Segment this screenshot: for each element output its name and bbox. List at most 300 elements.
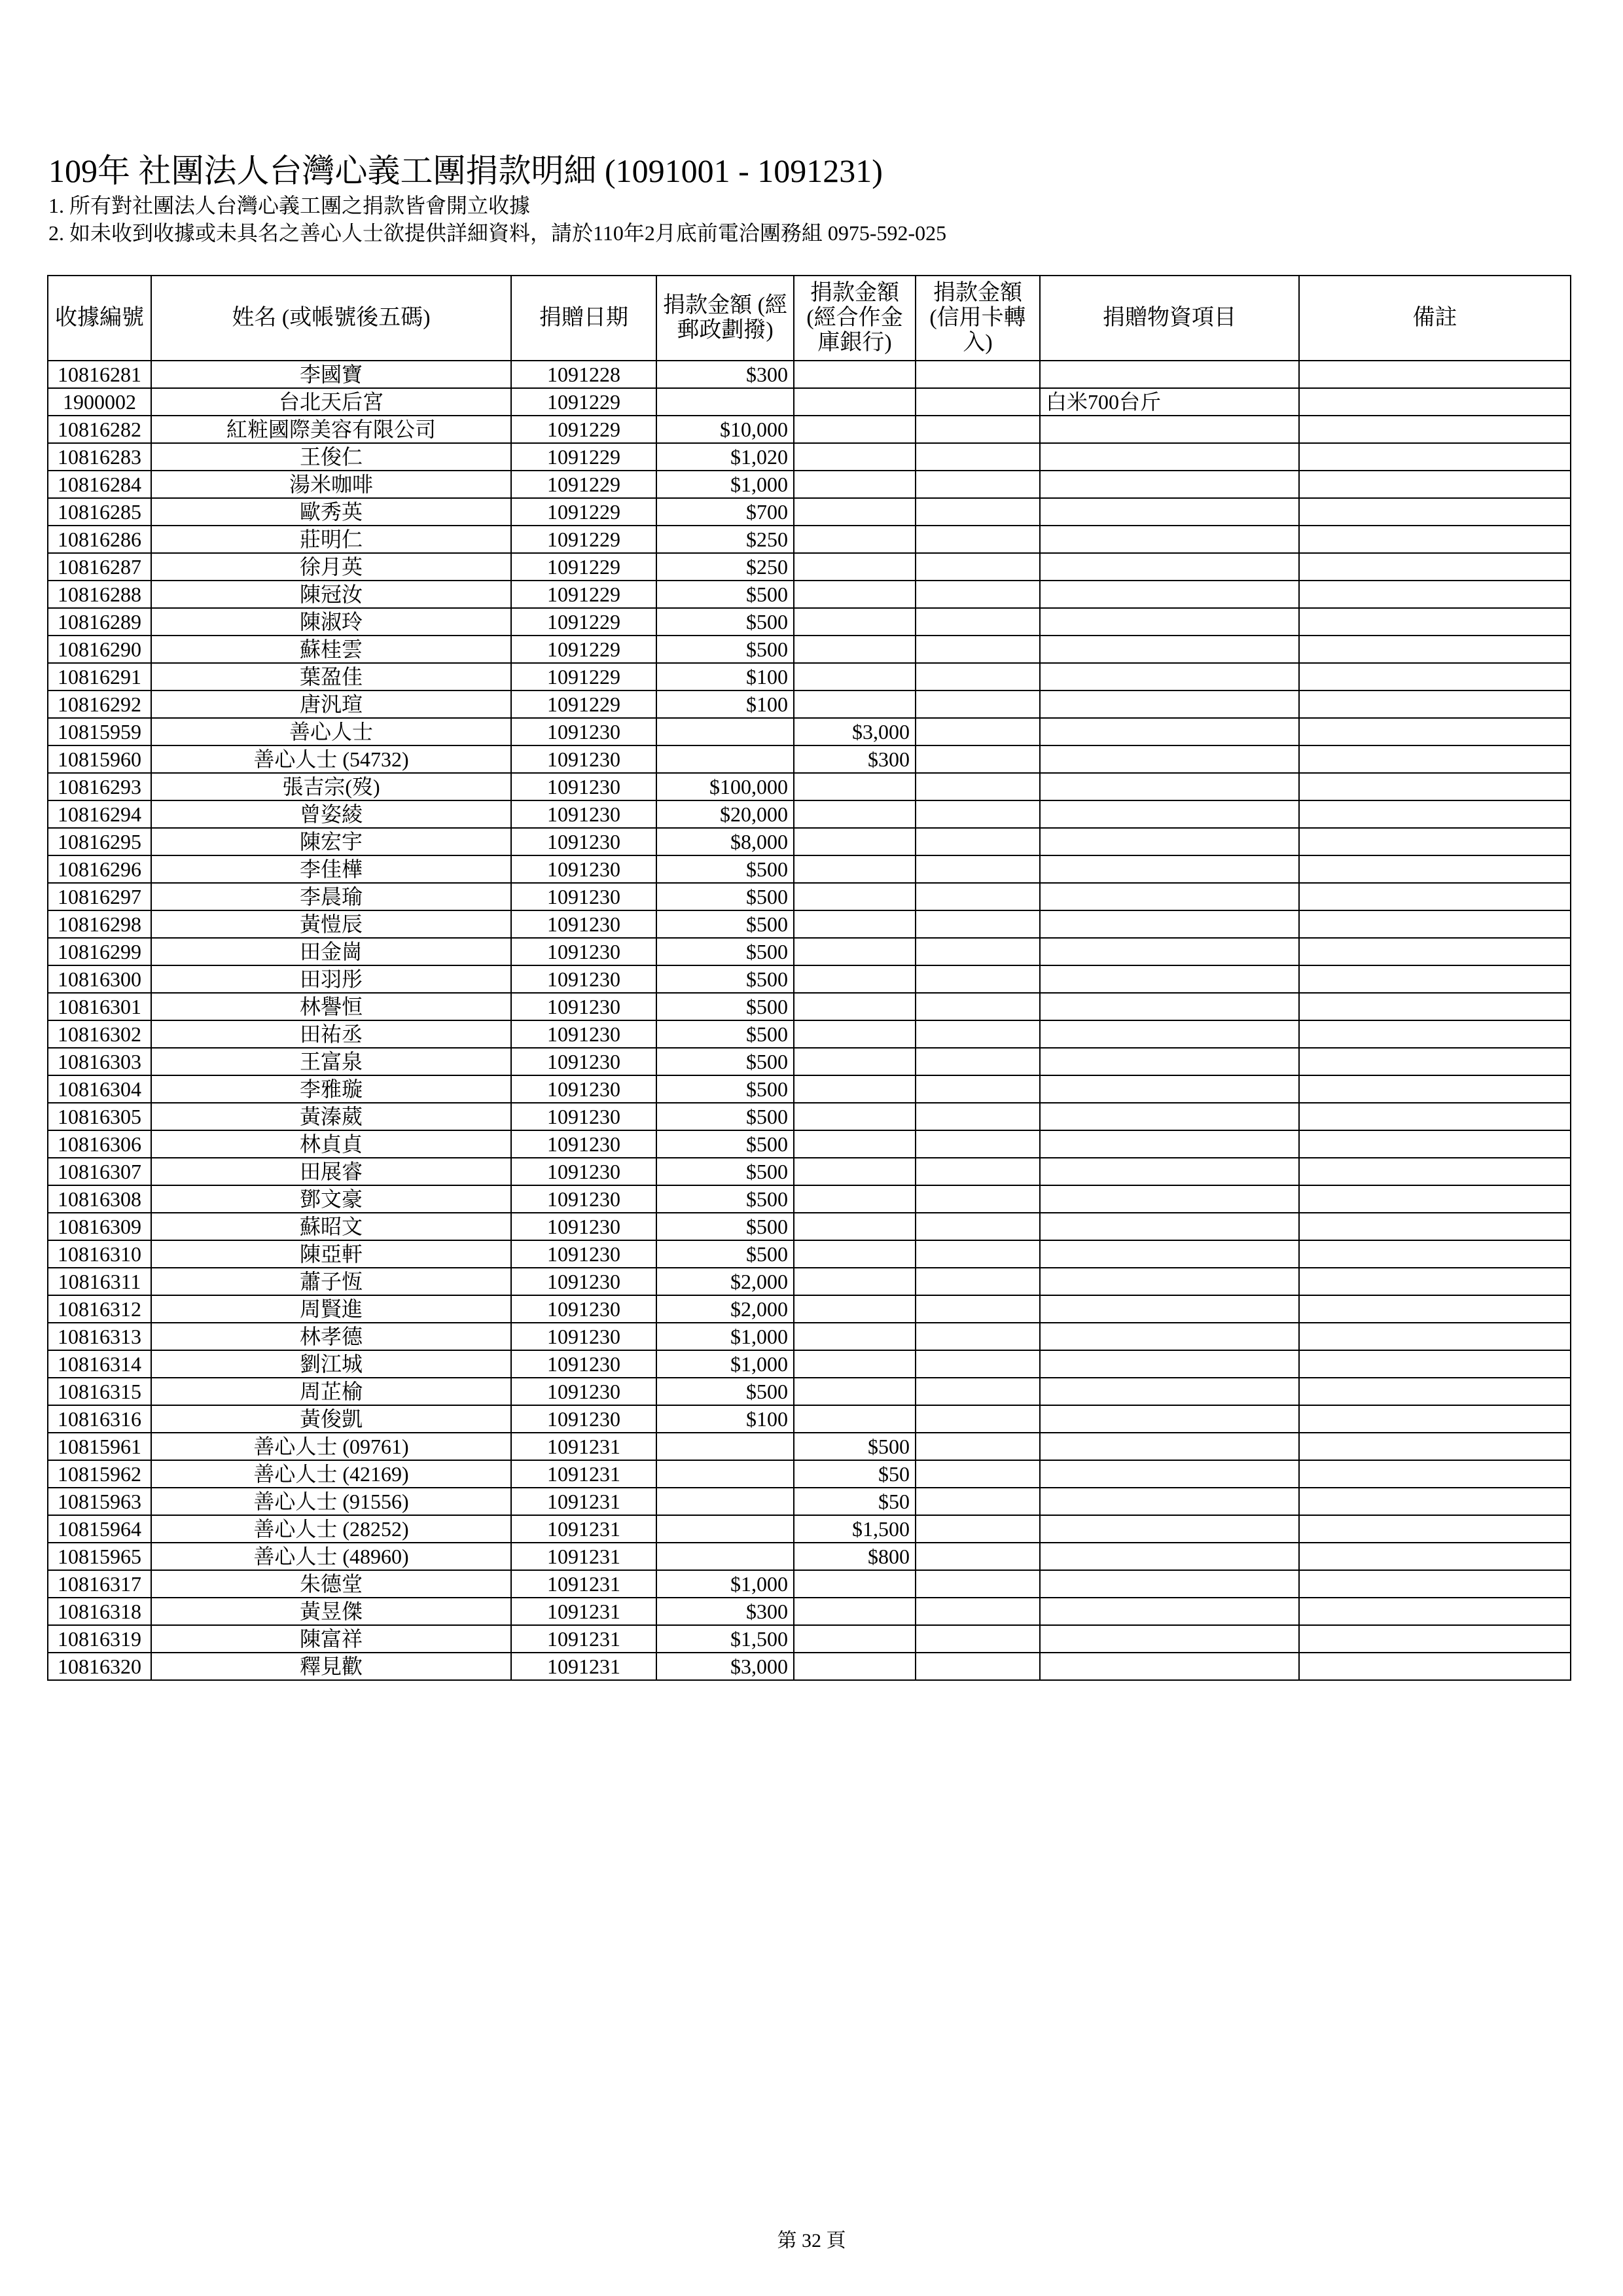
- receipt-no-cell: 10816318: [48, 1598, 151, 1625]
- name-cell: 陳亞軒: [151, 1240, 511, 1268]
- donated-goods-cell: [1040, 1515, 1299, 1543]
- donated-goods-cell: [1040, 1158, 1299, 1185]
- amount-postal-cell: $500: [656, 1075, 794, 1103]
- table-row: [48, 1570, 1571, 1598]
- date-cell: 1091230: [511, 883, 656, 910]
- name-cell: 蘇桂雲: [151, 636, 511, 663]
- donation-table: [47, 275, 1571, 1681]
- amount-credit-card-cell: [916, 1378, 1040, 1405]
- receipt-no-cell: 10816307: [48, 1158, 151, 1185]
- amount-postal-cell: [656, 388, 794, 416]
- amount-bank-cell: $500: [794, 1433, 916, 1460]
- amount-bank-cell: [794, 471, 916, 498]
- name-cell: 劉江城: [151, 1350, 511, 1378]
- amount-credit-card-cell: [916, 1570, 1040, 1598]
- remarks-cell: [1299, 691, 1571, 718]
- date-cell: 1091231: [511, 1570, 656, 1598]
- amount-postal-cell: $500: [656, 608, 794, 636]
- remarks-cell: [1299, 1295, 1571, 1323]
- page-number: 第 32 頁: [777, 2230, 846, 2251]
- page-title: 109年 社團法人台灣心義工團捐款明細 (1091001 - 1091231): [48, 152, 883, 189]
- table-row: [48, 1460, 1571, 1488]
- date-cell: 1091231: [511, 1433, 656, 1460]
- table-body: [48, 361, 1571, 1680]
- amount-credit-card-cell: [916, 993, 1040, 1020]
- table-row: [48, 910, 1571, 938]
- date-cell: 1091230: [511, 1048, 656, 1075]
- donated-goods-cell: [1040, 745, 1299, 773]
- name-cell: 林譽恒: [151, 993, 511, 1020]
- donated-goods-cell: [1040, 773, 1299, 800]
- header-amount-credit-card: 捐款金額 (信用卡轉入): [916, 276, 1040, 361]
- amount-postal-cell: $500: [656, 1185, 794, 1213]
- donated-goods-cell: [1040, 1323, 1299, 1350]
- amount-credit-card-cell: [916, 965, 1040, 993]
- name-cell: 徐月英: [151, 553, 511, 581]
- remarks-cell: [1299, 1488, 1571, 1515]
- remarks-cell: [1299, 1598, 1571, 1625]
- receipt-no-cell: 10816299: [48, 938, 151, 965]
- name-cell: 善心人士 (48960): [151, 1543, 511, 1570]
- amount-bank-cell: [794, 443, 916, 471]
- table-row: [48, 1240, 1571, 1268]
- table-row: [48, 388, 1571, 416]
- table-row: [48, 416, 1571, 443]
- amount-credit-card-cell: [916, 1158, 1040, 1185]
- amount-bank-cell: [794, 883, 916, 910]
- donated-goods-cell: [1040, 1378, 1299, 1405]
- table-row: [48, 663, 1571, 691]
- amount-credit-card-cell: [916, 1515, 1040, 1543]
- name-cell: 善心人士: [151, 718, 511, 745]
- receipt-no-cell: 10815959: [48, 718, 151, 745]
- amount-bank-cell: [794, 1598, 916, 1625]
- date-cell: 1091230: [511, 1020, 656, 1048]
- name-cell: 陳淑玲: [151, 608, 511, 636]
- date-cell: 1091230: [511, 745, 656, 773]
- amount-postal-cell: [656, 1433, 794, 1460]
- date-cell: 1091230: [511, 993, 656, 1020]
- header-name: 姓名 (或帳號後五碼): [151, 276, 511, 361]
- amount-bank-cell: [794, 965, 916, 993]
- amount-postal-cell: $300: [656, 361, 794, 388]
- donated-goods-cell: [1040, 1103, 1299, 1130]
- name-cell: 莊明仁: [151, 526, 511, 553]
- date-cell: 1091228: [511, 361, 656, 388]
- receipt-no-cell: 10816296: [48, 855, 151, 883]
- receipt-no-cell: 10816285: [48, 498, 151, 526]
- amount-bank-cell: [794, 1625, 916, 1653]
- donated-goods-cell: [1040, 608, 1299, 636]
- date-cell: 1091229: [511, 553, 656, 581]
- name-cell: 蕭子恆: [151, 1268, 511, 1295]
- amount-credit-card-cell: [916, 1213, 1040, 1240]
- remarks-cell: [1299, 938, 1571, 965]
- amount-bank-cell: [794, 773, 916, 800]
- amount-credit-card-cell: [916, 1433, 1040, 1460]
- donated-goods-cell: [1040, 1405, 1299, 1433]
- remarks-cell: [1299, 1460, 1571, 1488]
- receipt-no-cell: 10816314: [48, 1350, 151, 1378]
- remarks-cell: [1299, 1213, 1571, 1240]
- receipt-no-cell: 10816293: [48, 773, 151, 800]
- amount-bank-cell: [794, 608, 916, 636]
- donated-goods-cell: [1040, 1433, 1299, 1460]
- table-header-row: [48, 276, 1571, 361]
- receipt-no-cell: 10816283: [48, 443, 151, 471]
- remarks-cell: [1299, 1268, 1571, 1295]
- amount-bank-cell: [794, 1653, 916, 1680]
- amount-credit-card-cell: [916, 1240, 1040, 1268]
- date-cell: 1091230: [511, 855, 656, 883]
- amount-postal-cell: [656, 1543, 794, 1570]
- donated-goods-cell: [1040, 663, 1299, 691]
- receipt-no-cell: 10816294: [48, 800, 151, 828]
- amount-credit-card-cell: [916, 526, 1040, 553]
- date-cell: 1091231: [511, 1625, 656, 1653]
- amount-credit-card-cell: [916, 1130, 1040, 1158]
- amount-credit-card-cell: [916, 910, 1040, 938]
- amount-bank-cell: [794, 1158, 916, 1185]
- table-row: [48, 443, 1571, 471]
- name-cell: 林貞貞: [151, 1130, 511, 1158]
- name-cell: 田祐丞: [151, 1020, 511, 1048]
- amount-postal-cell: $500: [656, 910, 794, 938]
- date-cell: 1091229: [511, 471, 656, 498]
- amount-postal-cell: $500: [656, 1158, 794, 1185]
- date-cell: 1091230: [511, 1323, 656, 1350]
- amount-postal-cell: $1,000: [656, 471, 794, 498]
- table-row: [48, 993, 1571, 1020]
- donated-goods-cell: [1040, 1543, 1299, 1570]
- amount-bank-cell: [794, 910, 916, 938]
- receipt-no-cell: 10816304: [48, 1075, 151, 1103]
- donated-goods-cell: [1040, 1268, 1299, 1295]
- table-row: [48, 1268, 1571, 1295]
- remarks-cell: [1299, 773, 1571, 800]
- amount-credit-card-cell: [916, 773, 1040, 800]
- name-cell: 李晨瑜: [151, 883, 511, 910]
- donated-goods-cell: [1040, 1020, 1299, 1048]
- amount-credit-card-cell: [916, 1323, 1040, 1350]
- amount-bank-cell: $3,000: [794, 718, 916, 745]
- donated-goods-cell: [1040, 361, 1299, 388]
- date-cell: 1091231: [511, 1598, 656, 1625]
- date-cell: 1091230: [511, 965, 656, 993]
- name-cell: 黃溱葳: [151, 1103, 511, 1130]
- remarks-cell: [1299, 388, 1571, 416]
- amount-postal-cell: $500: [656, 1213, 794, 1240]
- donated-goods-cell: [1040, 526, 1299, 553]
- donated-goods-cell: [1040, 1653, 1299, 1680]
- amount-postal-cell: $500: [656, 1240, 794, 1268]
- donated-goods-cell: [1040, 1350, 1299, 1378]
- amount-postal-cell: $300: [656, 1598, 794, 1625]
- amount-postal-cell: [656, 1488, 794, 1515]
- amount-postal-cell: $500: [656, 1103, 794, 1130]
- donated-goods-cell: [1040, 718, 1299, 745]
- donated-goods-cell: [1040, 1130, 1299, 1158]
- table-row: [48, 1323, 1571, 1350]
- donated-goods-cell: [1040, 1048, 1299, 1075]
- remarks-cell: [1299, 1048, 1571, 1075]
- amount-postal-cell: [656, 1515, 794, 1543]
- donated-goods-cell: [1040, 883, 1299, 910]
- table-row: [48, 1350, 1571, 1378]
- table-row: [48, 553, 1571, 581]
- date-cell: 1091230: [511, 1103, 656, 1130]
- receipt-no-cell: 10816281: [48, 361, 151, 388]
- receipt-no-cell: 10816316: [48, 1405, 151, 1433]
- table-row: [48, 1130, 1571, 1158]
- name-cell: 王俊仁: [151, 443, 511, 471]
- amount-postal-cell: $500: [656, 1378, 794, 1405]
- donated-goods-cell: [1040, 691, 1299, 718]
- amount-credit-card-cell: [916, 1048, 1040, 1075]
- remarks-cell: [1299, 828, 1571, 855]
- remarks-cell: [1299, 1515, 1571, 1543]
- table-row: [48, 1543, 1571, 1570]
- name-cell: 田金崗: [151, 938, 511, 965]
- date-cell: 1091230: [511, 718, 656, 745]
- amount-credit-card-cell: [916, 745, 1040, 773]
- donated-goods-cell: [1040, 636, 1299, 663]
- name-cell: 王富泉: [151, 1048, 511, 1075]
- table-row: [48, 1378, 1571, 1405]
- date-cell: 1091231: [511, 1543, 656, 1570]
- amount-credit-card-cell: [916, 1075, 1040, 1103]
- amount-postal-cell: $500: [656, 855, 794, 883]
- remarks-cell: [1299, 718, 1571, 745]
- amount-bank-cell: [794, 663, 916, 691]
- table-row: [48, 1625, 1571, 1653]
- name-cell: 李國寶: [151, 361, 511, 388]
- receipt-no-cell: 10816298: [48, 910, 151, 938]
- table-row: [48, 526, 1571, 553]
- date-cell: 1091230: [511, 1158, 656, 1185]
- table-row: [48, 498, 1571, 526]
- name-cell: 唐汎瑄: [151, 691, 511, 718]
- amount-postal-cell: $1,000: [656, 1570, 794, 1598]
- table-row: [48, 1405, 1571, 1433]
- table-row: [48, 965, 1571, 993]
- amount-postal-cell: $700: [656, 498, 794, 526]
- receipt-no-cell: 10816301: [48, 993, 151, 1020]
- date-cell: 1091230: [511, 1075, 656, 1103]
- receipt-no-cell: 10816286: [48, 526, 151, 553]
- amount-bank-cell: [794, 1350, 916, 1378]
- table-row: [48, 1598, 1571, 1625]
- remarks-cell: [1299, 1323, 1571, 1350]
- table-row: [48, 883, 1571, 910]
- amount-credit-card-cell: [916, 388, 1040, 416]
- date-cell: 1091229: [511, 443, 656, 471]
- remarks-cell: [1299, 1020, 1571, 1048]
- name-cell: 黃愷辰: [151, 910, 511, 938]
- name-cell: 李雅璇: [151, 1075, 511, 1103]
- name-cell: 田羽彤: [151, 965, 511, 993]
- receipt-no-cell: 10816287: [48, 553, 151, 581]
- amount-bank-cell: [794, 1405, 916, 1433]
- name-cell: 蘇昭文: [151, 1213, 511, 1240]
- name-cell: 鄧文豪: [151, 1185, 511, 1213]
- table-row: [48, 1020, 1571, 1048]
- amount-bank-cell: [794, 1268, 916, 1295]
- date-cell: 1091230: [511, 1240, 656, 1268]
- amount-credit-card-cell: [916, 471, 1040, 498]
- amount-postal-cell: $500: [656, 1130, 794, 1158]
- amount-credit-card-cell: [916, 663, 1040, 691]
- name-cell: 陳冠汝: [151, 581, 511, 608]
- donated-goods-cell: [1040, 1460, 1299, 1488]
- name-cell: 善心人士 (54732): [151, 745, 511, 773]
- remarks-cell: [1299, 361, 1571, 388]
- amount-credit-card-cell: [916, 855, 1040, 883]
- receipt-no-cell: 1900002: [48, 388, 151, 416]
- amount-bank-cell: [794, 855, 916, 883]
- date-cell: 1091230: [511, 910, 656, 938]
- amount-credit-card-cell: [916, 938, 1040, 965]
- name-cell: 周賢進: [151, 1295, 511, 1323]
- amount-bank-cell: [794, 1130, 916, 1158]
- table-row: [48, 938, 1571, 965]
- remarks-cell: [1299, 1350, 1571, 1378]
- receipt-no-cell: 10816308: [48, 1185, 151, 1213]
- amount-postal-cell: $500: [656, 1020, 794, 1048]
- amount-postal-cell: $3,000: [656, 1653, 794, 1680]
- remarks-cell: [1299, 1075, 1571, 1103]
- table-row: [48, 1295, 1571, 1323]
- amount-credit-card-cell: [916, 718, 1040, 745]
- amount-postal-cell: $500: [656, 581, 794, 608]
- donated-goods-cell: [1040, 581, 1299, 608]
- amount-bank-cell: [794, 416, 916, 443]
- receipt-no-cell: 10816284: [48, 471, 151, 498]
- name-cell: 周芷榆: [151, 1378, 511, 1405]
- remarks-cell: [1299, 855, 1571, 883]
- amount-postal-cell: $100: [656, 691, 794, 718]
- amount-bank-cell: [794, 1240, 916, 1268]
- receipt-no-cell: 10816288: [48, 581, 151, 608]
- date-cell: 1091229: [511, 526, 656, 553]
- table-row: [48, 1433, 1571, 1460]
- donated-goods-cell: [1040, 938, 1299, 965]
- remarks-cell: [1299, 498, 1571, 526]
- amount-postal-cell: [656, 1460, 794, 1488]
- receipt-no-cell: 10816315: [48, 1378, 151, 1405]
- donated-goods-cell: [1040, 471, 1299, 498]
- remarks-cell: [1299, 471, 1571, 498]
- date-cell: 1091229: [511, 498, 656, 526]
- amount-credit-card-cell: [916, 608, 1040, 636]
- amount-credit-card-cell: [916, 581, 1040, 608]
- amount-bank-cell: [794, 1048, 916, 1075]
- amount-credit-card-cell: [916, 1350, 1040, 1378]
- date-cell: 1091230: [511, 1350, 656, 1378]
- amount-credit-card-cell: [916, 828, 1040, 855]
- remarks-cell: [1299, 608, 1571, 636]
- amount-postal-cell: $1,000: [656, 1323, 794, 1350]
- amount-credit-card-cell: [916, 800, 1040, 828]
- table-row: [48, 1103, 1571, 1130]
- date-cell: 1091230: [511, 1268, 656, 1295]
- note-contact: 2. 如未收到收據或未具名之善心人士欲提供詳細資料，請於110年2月底前電洽團務組 0975-592-025: [48, 221, 947, 245]
- receipt-no-cell: 10816312: [48, 1295, 151, 1323]
- receipt-no-cell: 10816305: [48, 1103, 151, 1130]
- amount-bank-cell: [794, 636, 916, 663]
- remarks-cell: [1299, 1378, 1571, 1405]
- remarks-cell: [1299, 1543, 1571, 1570]
- receipt-no-cell: 10815963: [48, 1488, 151, 1515]
- remarks-cell: [1299, 965, 1571, 993]
- donated-goods-cell: [1040, 1570, 1299, 1598]
- amount-credit-card-cell: [916, 1543, 1040, 1570]
- receipt-no-cell: 10816300: [48, 965, 151, 993]
- name-cell: 台北天后宮: [151, 388, 511, 416]
- donated-goods-cell: 白米700台斤: [1040, 388, 1299, 416]
- receipt-no-cell: 10816291: [48, 663, 151, 691]
- amount-postal-cell: $2,000: [656, 1295, 794, 1323]
- name-cell: 紅粧國際美容有限公司: [151, 416, 511, 443]
- table-row: [48, 855, 1571, 883]
- amount-bank-cell: $800: [794, 1543, 916, 1570]
- amount-credit-card-cell: [916, 1268, 1040, 1295]
- donated-goods-cell: [1040, 1625, 1299, 1653]
- remarks-cell: [1299, 1130, 1571, 1158]
- table-row: [48, 581, 1571, 608]
- amount-bank-cell: [794, 938, 916, 965]
- amount-credit-card-cell: [916, 416, 1040, 443]
- date-cell: 1091229: [511, 581, 656, 608]
- receipt-no-cell: 10815960: [48, 745, 151, 773]
- remarks-cell: [1299, 416, 1571, 443]
- amount-bank-cell: [794, 1213, 916, 1240]
- receipt-no-cell: 10816319: [48, 1625, 151, 1653]
- donated-goods-cell: [1040, 416, 1299, 443]
- receipt-no-cell: 10816282: [48, 416, 151, 443]
- amount-bank-cell: [794, 1295, 916, 1323]
- remarks-cell: [1299, 1653, 1571, 1680]
- amount-postal-cell: $2,000: [656, 1268, 794, 1295]
- donated-goods-cell: [1040, 828, 1299, 855]
- receipt-no-cell: 10816313: [48, 1323, 151, 1350]
- receipt-no-cell: 10815964: [48, 1515, 151, 1543]
- amount-credit-card-cell: [916, 1488, 1040, 1515]
- table-row: [48, 1653, 1571, 1680]
- amount-bank-cell: $1,500: [794, 1515, 916, 1543]
- date-cell: 1091230: [511, 828, 656, 855]
- header-amount-postal: 捐款金額 (經郵政劃撥): [656, 276, 794, 361]
- receipt-no-cell: 10815961: [48, 1433, 151, 1460]
- donated-goods-cell: [1040, 910, 1299, 938]
- donated-goods-cell: [1040, 965, 1299, 993]
- remarks-cell: [1299, 1185, 1571, 1213]
- receipt-no-cell: 10815965: [48, 1543, 151, 1570]
- table-row: [48, 471, 1571, 498]
- date-cell: 1091230: [511, 1185, 656, 1213]
- remarks-cell: [1299, 663, 1571, 691]
- name-cell: 善心人士 (91556): [151, 1488, 511, 1515]
- remarks-cell: [1299, 1240, 1571, 1268]
- amount-bank-cell: [794, 1378, 916, 1405]
- receipt-no-cell: 10816311: [48, 1268, 151, 1295]
- donated-goods-cell: [1040, 498, 1299, 526]
- amount-bank-cell: [794, 526, 916, 553]
- receipt-no-cell: 10816320: [48, 1653, 151, 1680]
- name-cell: 歐秀英: [151, 498, 511, 526]
- amount-bank-cell: $50: [794, 1488, 916, 1515]
- amount-bank-cell: [794, 1103, 916, 1130]
